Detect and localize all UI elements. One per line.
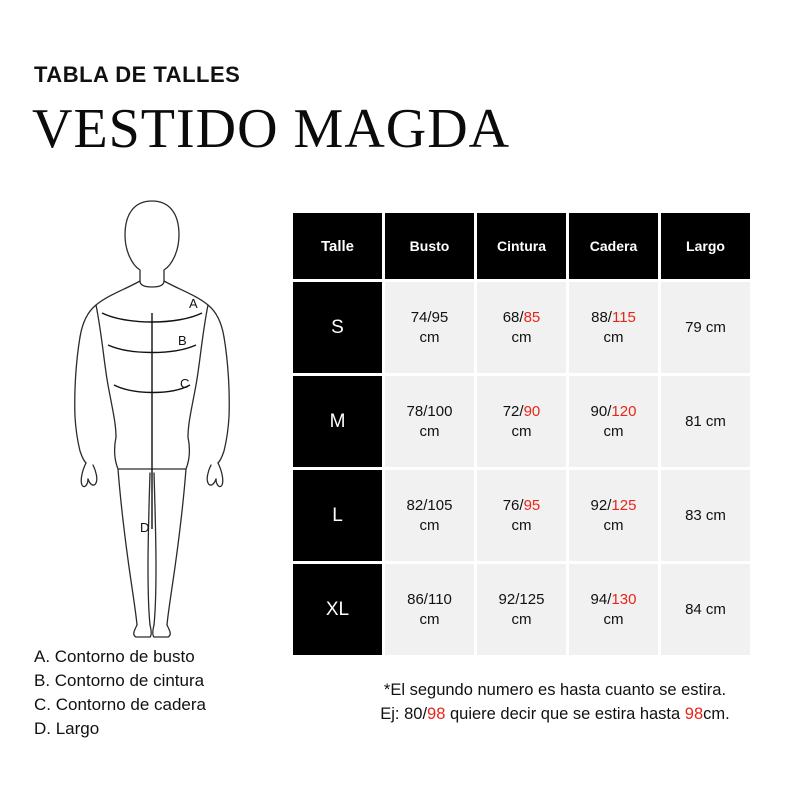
- table-header: [293, 213, 750, 279]
- table-row: [293, 470, 750, 561]
- cell-busto-l: [385, 470, 474, 561]
- value-stretch: 95: [523, 496, 541, 514]
- size-label-s: S: [293, 282, 382, 373]
- marker-c-label: C: [180, 376, 190, 391]
- cell-cadera-xl: [569, 564, 658, 655]
- table-row: [293, 282, 750, 373]
- value-main: 72/: [502, 402, 524, 420]
- column-header-largo: Largo: [661, 213, 750, 279]
- value-unit: cm: [603, 610, 624, 628]
- legend: [34, 645, 206, 741]
- legend-item-bust: A. Contorno de busto: [34, 647, 195, 666]
- table-header-row: [293, 213, 750, 279]
- value-main: 68/: [502, 308, 524, 326]
- value-main: 86/110: [407, 590, 452, 608]
- value-main: 94/: [590, 590, 612, 608]
- value-main: 88/: [591, 308, 612, 326]
- column-header-cadera: Cadera: [569, 213, 658, 279]
- size-table: [290, 210, 753, 658]
- value-stretch: 120: [611, 402, 637, 420]
- value-stretch: 90: [523, 402, 541, 420]
- cell-cintura-l: [477, 470, 566, 561]
- value-unit: cm: [511, 610, 532, 628]
- value-unit: cm: [603, 516, 624, 534]
- cell-largo-l: 83 cm: [661, 470, 750, 561]
- value-stretch: 125: [611, 496, 637, 514]
- cell-cadera-m: [569, 376, 658, 467]
- value-main: 90/: [590, 402, 612, 420]
- female-body-outline-icon: [30, 185, 280, 645]
- legend-item-waist: B. Contorno de cintura: [34, 671, 205, 690]
- page-title: VESTIDO MAGDA: [32, 98, 511, 160]
- size-label-xl: XL: [293, 564, 382, 655]
- table-row: [293, 376, 750, 467]
- cell-largo-xl: 84 cm: [661, 564, 750, 655]
- table-row: [293, 564, 750, 655]
- marker-a-label: A: [189, 296, 198, 311]
- value-unit: cm: [511, 516, 532, 534]
- value-main: 74/95: [410, 308, 449, 326]
- cell-largo-m: 81 cm: [661, 376, 750, 467]
- value-unit: cm: [419, 516, 440, 534]
- footnote-part-2: quiere decir que se estira hasta: [445, 705, 685, 723]
- value-main: 76/: [502, 496, 524, 514]
- size-label-l: L: [293, 470, 382, 561]
- value-main: 92/125: [498, 590, 545, 608]
- cell-cintura-m: [477, 376, 566, 467]
- value-unit: cm: [419, 422, 440, 440]
- marker-d-label: D: [140, 520, 150, 535]
- cell-cintura-xl: [477, 564, 566, 655]
- footnote-red-1: 98: [427, 705, 446, 723]
- column-header-talle: Talle: [293, 213, 382, 279]
- cell-cadera-s: [569, 282, 658, 373]
- footnote-part-1: Ej: 80/: [380, 705, 428, 723]
- legend-item-hip: C. Contorno de cadera: [34, 695, 206, 714]
- value-unit: cm: [419, 328, 440, 346]
- body-measurement-figure: [30, 185, 280, 645]
- page-kicker: TABLA DE TALLES: [34, 62, 241, 87]
- table-body: [293, 282, 750, 655]
- value-main: 82/105: [406, 496, 453, 514]
- cell-cintura-s: [477, 282, 566, 373]
- value-unit: cm: [511, 328, 532, 346]
- footnote-part-3: cm.: [703, 705, 730, 723]
- size-label-m: M: [293, 376, 382, 467]
- cell-cadera-l: [569, 470, 658, 561]
- value-unit: cm: [511, 422, 532, 440]
- footnote-line-2: [330, 702, 780, 726]
- cell-busto-m: [385, 376, 474, 467]
- value-main: 92/: [590, 496, 612, 514]
- column-header-cintura: Cintura: [477, 213, 566, 279]
- footnote-red-2: 98: [684, 705, 704, 723]
- legend-item-length: D. Largo: [34, 719, 100, 738]
- value-main: 78/100: [406, 402, 453, 420]
- footnote: [330, 678, 780, 726]
- value-stretch: 85: [523, 308, 541, 326]
- cell-busto-xl: [385, 564, 474, 655]
- value-stretch: 115: [611, 308, 636, 326]
- value-unit: cm: [419, 610, 440, 628]
- value-unit: cm: [603, 422, 624, 440]
- value-unit: cm: [603, 328, 624, 346]
- cell-largo-s: 79 cm: [661, 282, 750, 373]
- cell-busto-s: [385, 282, 474, 373]
- column-header-busto: Busto: [385, 213, 474, 279]
- footnote-line-1: *El segundo numero es hasta cuanto se estira.: [383, 681, 727, 699]
- value-stretch: 130: [611, 590, 637, 608]
- marker-b-label: B: [178, 333, 187, 348]
